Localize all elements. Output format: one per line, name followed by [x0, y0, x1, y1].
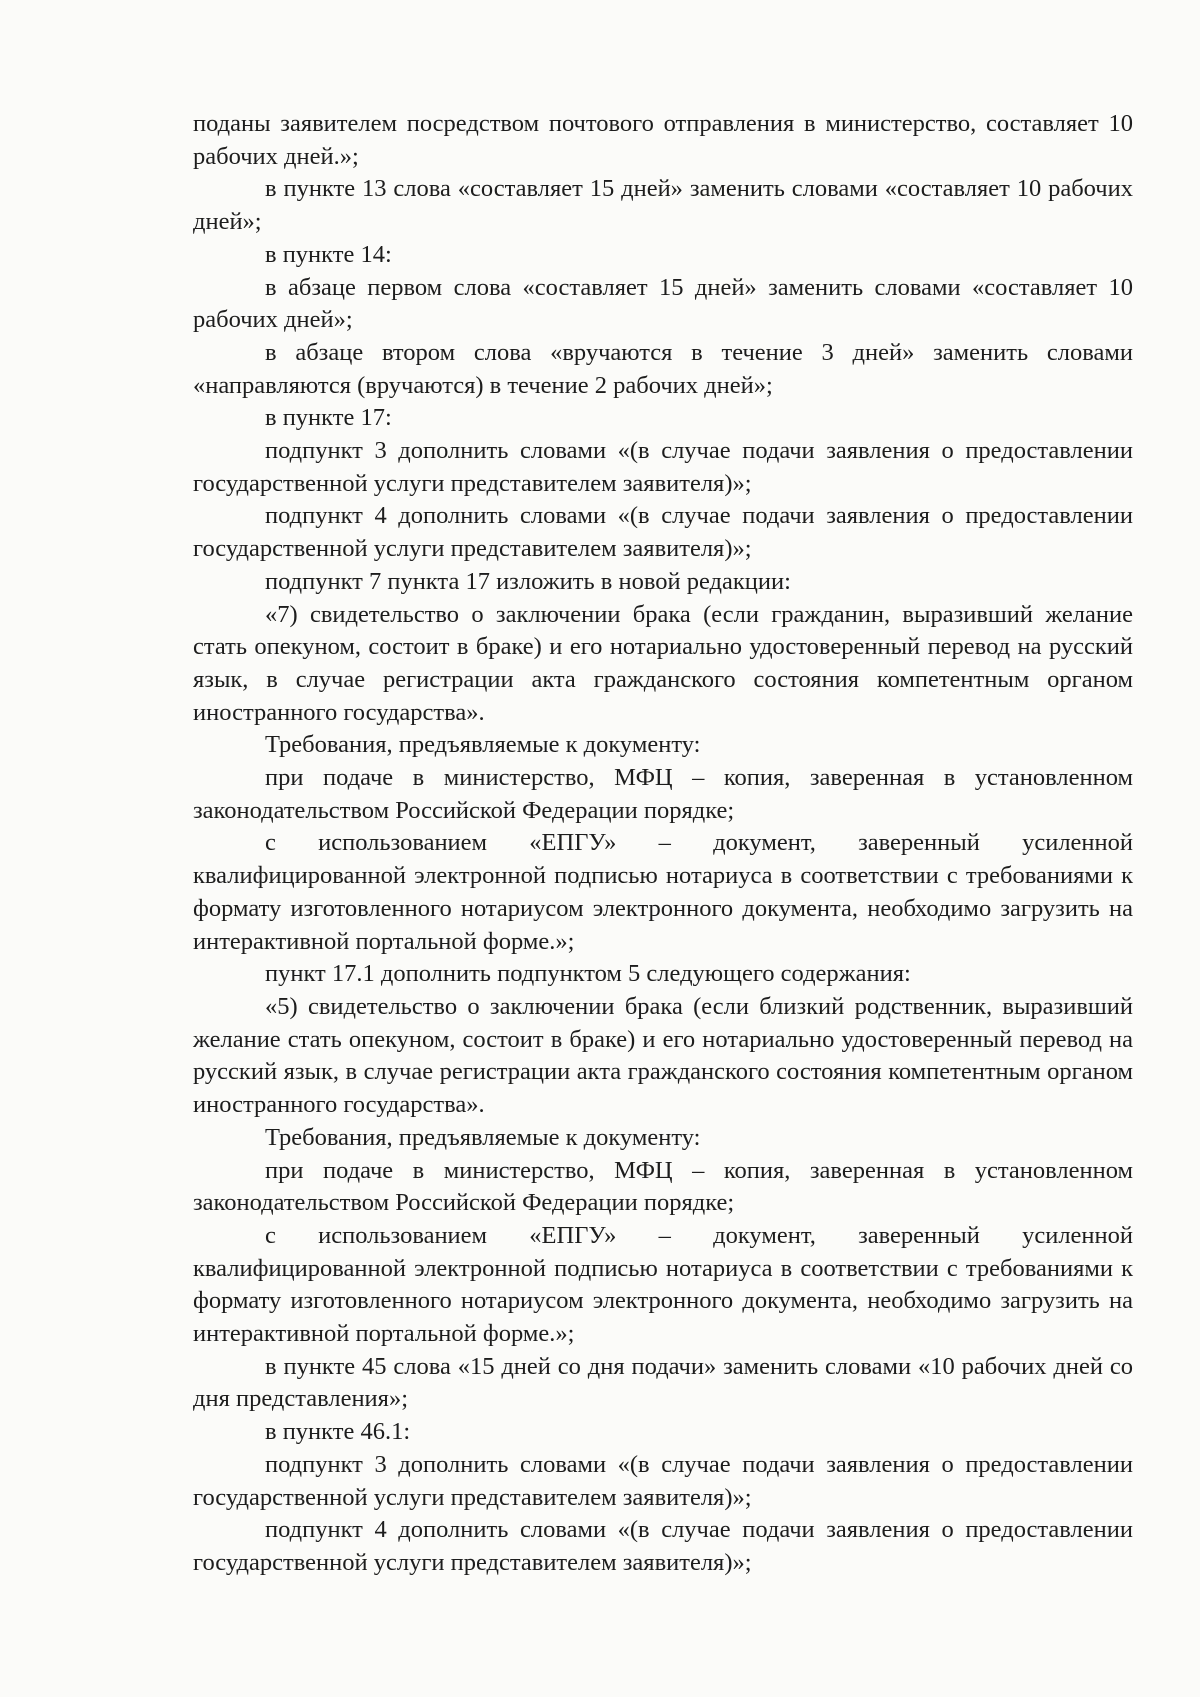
paragraph-17: при подаче в министерство, МФЦ – копия, заверенная в установленном законодательством Российской Федерации порядке; — [193, 1156, 1133, 1217]
paragraph-15: «5) свидетельство о заключении брака (если близкий родственник, выразивший желание стать опекуном, состоит в браке) и его нотариально удостоверенный перевод на русский язык, в случае регистрации акта гражданского состояния компетентным органом иностранного государства». — [193, 992, 1133, 1119]
paragraph-13: с использованием «ЕПГУ» – документ, заверенный усиленной квалифицированной электронной подписью нотариуса в соответствии с требованиями к формату изготовленного нотариусом электронного документа, необходимо загрузить на интерактивной портальной форме.»; — [193, 829, 1133, 955]
paragraph-1: поданы заявителем посредством почтового отправления в министерство, составляет 10 рабочих дней.»; — [193, 110, 1133, 170]
paragraph-18: с использованием «ЕПГУ» – документ, заверенный усиленной квалифицированной электронной подписью нотариуса в соответствии с требованиями к формату изготовленного нотариусом электронного документа, необходимо загрузить на интерактивной портальной форме.»; — [193, 1221, 1133, 1348]
paragraph-8: подпункт 4 дополнить словами «(в случае подачи заявления о предоставлении государственной услуги представителем заявителя)»; — [193, 502, 1133, 563]
paragraph-2: в пункте 13 слова «составляет 15 дней» заменить словами «составляет 10 рабочих дней»; — [193, 175, 1133, 236]
paragraph-14: пункт 17.1 дополнить подпунктом 5 следующего содержания: — [265, 960, 911, 988]
paragraph-11: Требования, предъявляемые к документу: — [265, 731, 701, 759]
paragraph-9: подпункт 7 пункта 17 изложить в новой редакции: — [265, 567, 791, 595]
document-body — [193, 108, 1133, 1580]
paragraph-3: в пункте 14: — [265, 240, 392, 268]
paragraph-20: в пункте 46.1: — [265, 1418, 411, 1446]
paragraph-12: при подаче в министерство, МФЦ – копия, заверенная в установленном законодательством Российской Федерации порядке; — [193, 764, 1133, 824]
paragraph-16: Требования, предъявляемые к документу: — [265, 1123, 701, 1151]
paragraph-10: «7) свидетельство о заключении брака (если гражданин, выразивший желание стать опекуном, состоит в браке) и его нотариально удостоверенный перевод на русский язык, в случае регистрации акта гражданского состояния компетентным органом иностранного государства». — [193, 600, 1133, 726]
paragraph-7: подпункт 3 дополнить словами «(в случае подачи заявления о предоставлении государственной услуги представителем заявителя)»; — [193, 437, 1133, 497]
paragraph-6: в пункте 17: — [265, 404, 392, 432]
paragraph-5: в абзаце втором слова «вручаются в течение 3 дней» заменить словами «направляются (вручаются) в течение 2 рабочих дней»; — [193, 338, 1133, 399]
paragraph-21: подпункт 3 дополнить словами «(в случае подачи заявления о предоставлении государственной услуги представителем заявителя)»; — [193, 1450, 1133, 1511]
paragraph-19: в пункте 45 слова «15 дней со дня подачи» заменить словами «10 рабочих дней со дня представления»; — [193, 1352, 1133, 1413]
paragraph-22: подпункт 4 дополнить словами «(в случае подачи заявления о предоставлении государственной услуги представителем заявителя)»; — [193, 1516, 1133, 1576]
paragraph-4: в абзаце первом слова «составляет 15 дней» заменить словами «составляет 10 рабочих дней»; — [193, 273, 1133, 334]
